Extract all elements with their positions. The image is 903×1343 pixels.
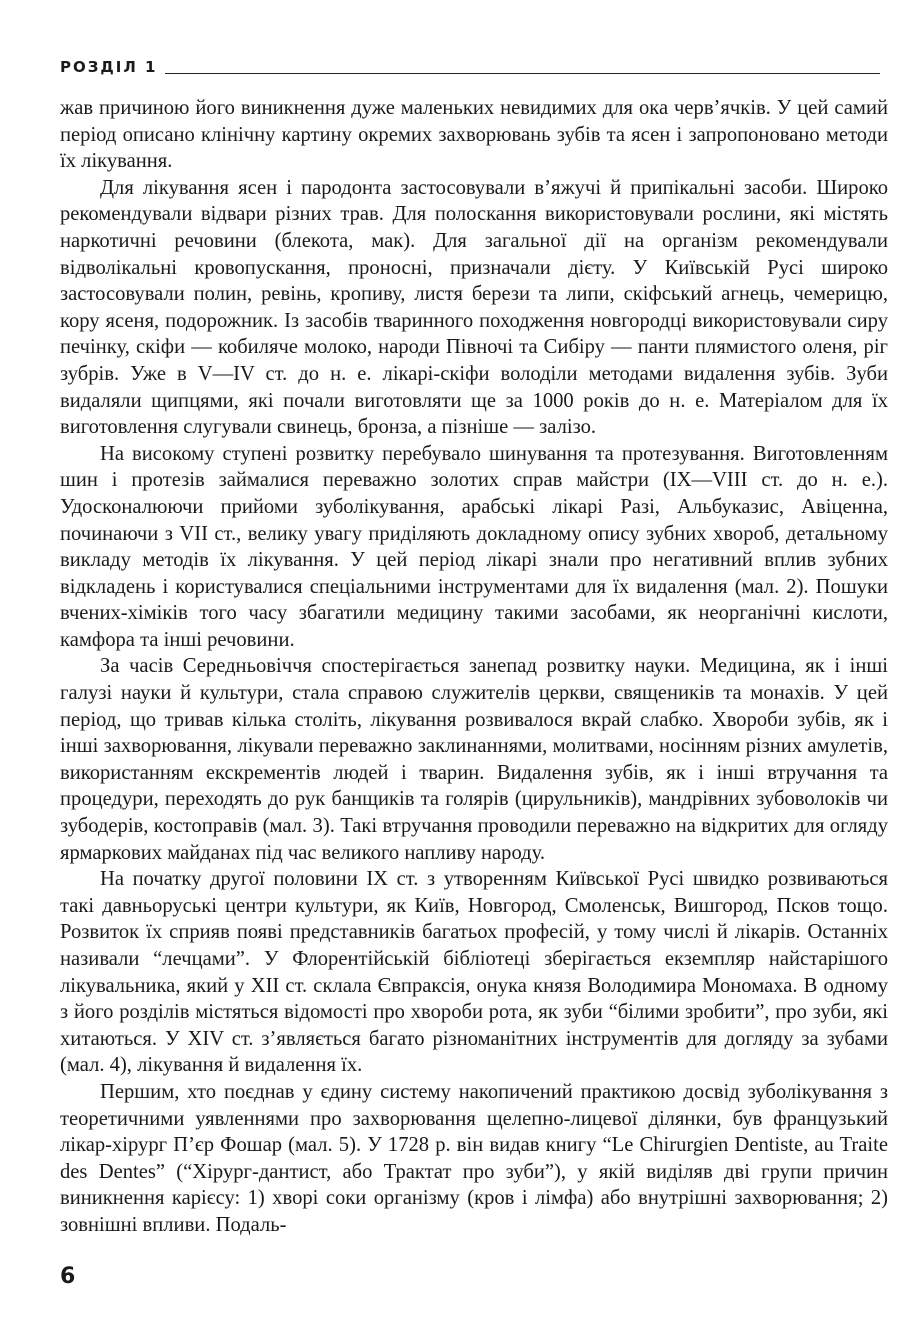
section-label: РОЗДІЛ 1 — [60, 58, 165, 76]
paragraph: На високому ступені розвитку перебувало шинування та протезування. Виготовленням шин і протезів займалися переважно золотих справ майстри (IX—VIII ст. до н. е.). Удосконалюючи прийоми зуболікування, арабські лікарі Разі, Альбуказис, Авіценна, починаючи з VII ст., велику увагу приділяють докладному опису зубних хвороб, детальному викладу методів їх лікування. У цей період лікарі знали про негативний вплив зубних відкладень і користувалися спеціальними інструментами для їх видалення (мал. 2). Пошуки вчених-хіміків того часу збагатили медицину такими засобами, як неорганічні кислоти, камфора та інші речовини. — [60, 442, 888, 651]
paragraph: За часів Середньовіччя спостерігається занепад розвитку науки. Медицина, як і інші галузі науки й культури, стала справою служителів церкви, священиків та монахів. У цей період, що тривав кілька століть, лікування розвивалося вкрай слабко. Хвороби зубів, як і інші захворювання, лікували переважно заклинаннями, молитвами, носінням різних амулетів, використанням екскрементів людей і тварин. Видалення зубів, як і інші втручання та процедури, переходять до рук банщиків та голярів (цирульників), мандрівних зубоволоків чи зубодерів, костоправів (мал. 3). Такі втручання проводили переважно на відкритих для огляду ярмаркових майданах під час великого напливу народу. — [60, 655, 888, 864]
paragraph: На початку другої половини IX ст. з утворенням Київської Русі швидко розвиваються такі давньоруські центри культури, як Київ, Новгород, Смоленськ, Вишгород, Псков тощо. Розвиток їх сприяв появі представників багатьох професій, у тому числі й лікарів. Останніх називали “лечцами”. У Флорентійській бібліотеці зберігається екземпляр найстарішого лікувальника, який у XII ст. склала Євпраксія, онука князя Володимира Мономаха. В одному з його розділів містяться відомості про хвороби рота, як зуби “білими зробити”, про зуби, які хитаються. У XIV ст. з’являється багато різноманітних інструментів для догляду за зубами (мал. 4), лікування й видалення їх. — [60, 868, 888, 1077]
header-rule — [60, 73, 880, 74]
paragraph: Для лікування ясен і пародонта застосовували в’яжучі й припікальні засоби. Широко рекомендували відвари різних трав. Для полоскання використовували рослини, які містять наркотичні речовини (блекота, мак). Для загальної дії на організм рекомендували відволікальні кровопускання, проносні, призначали дієту. У Київській Русі широко застосовували полин, ревінь, кропиву, листя берези та липи, скіфський агнець, чемерицю, кору ясеня, подорожник. Із засобів тваринного походження новгородці використовували сиру печінку, скіфи — кобиляче молоко, народи Півночі та Сибіру — панти плямистого оленя, ріг зубрів. Уже в V—IV ст. до н. е. лікарі-скіфи володіли методами видалення зубів. Зуби видаляли щипцями, які почали виготовляти ще за 1000 років до н. е. Матеріалом для їх виготовлення слугували свинець, бронза, а пізніше — залізо. — [60, 176, 888, 439]
paragraph-continued: жав причиною його виникнення дуже маленьких невидимих для ока черв’ячків. У цей самий період описано клінічну картину окремих захворювань зубів та ясен і запропоновано методи їх лікування. — [60, 97, 888, 173]
paragraph: Першим, хто поєднав у єдину систему накопичений практикою досвід зуболікування з теоретичними уявленнями про захворювання щелепно-лицевої ділянки, був французький лікар-хірург П’єр Фошар (мал. 5). У 1728 р. він видав книгу “Le Chirurgien Dentiste, au Traite des Dentes” (“Хірург-дантист, або Трактат про зуби”), у якій виділяв дві групи причин виникнення карієсу: 1) хворі соки організму (кров і лімфа) або внутрішні захворювання; 2) зовнішні впливи. Подаль- — [60, 1080, 888, 1236]
page-number: 6 — [60, 1264, 76, 1289]
running-header — [60, 58, 880, 78]
body-text — [60, 95, 888, 1239]
